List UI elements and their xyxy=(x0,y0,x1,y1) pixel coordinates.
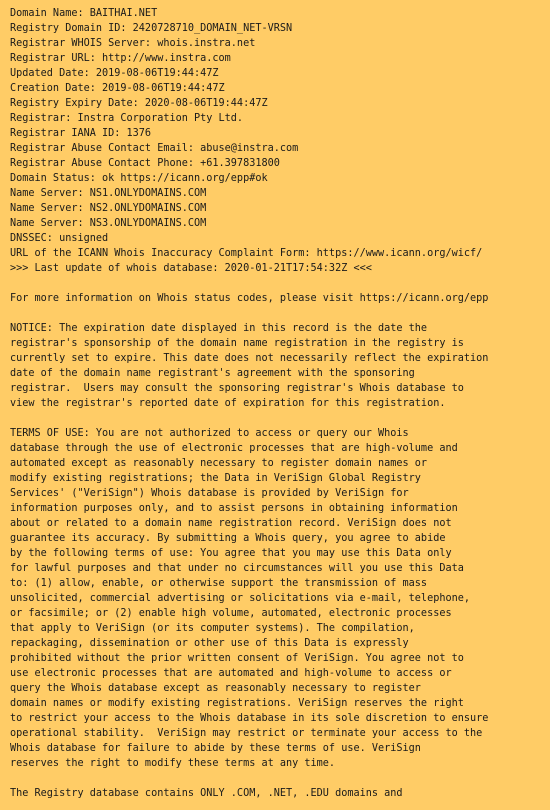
whois-line: currently set to expire. This date does not necessarily reflect the expiration xyxy=(10,353,489,364)
whois-line: Name Server: NS3.ONLYDOMAINS.COM xyxy=(10,218,207,229)
whois-line: prohibited without the prior written consent of VeriSign. You agree not to xyxy=(10,653,464,664)
whois-line: Creation Date: 2019-08-06T19:44:47Z xyxy=(10,83,225,94)
whois-line: Updated Date: 2019-08-06T19:44:47Z xyxy=(10,68,219,79)
whois-line xyxy=(10,306,488,321)
whois-line: Registrar: Instra Corporation Pty Ltd. xyxy=(10,113,244,124)
whois-line: Registrar Abuse Contact Phone: +61.397831800 xyxy=(10,158,280,169)
whois-line: Whois database for failure to abide by these terms of use. VeriSign xyxy=(10,743,421,754)
whois-line: use electronic processes that are automated and high-volume to access or xyxy=(10,668,452,679)
whois-line: repackaging, dissemination or other use of this Data is expressly xyxy=(10,638,409,649)
whois-line: modify existing registrations; the Data in VeriSign Global Registry xyxy=(10,473,421,484)
whois-line: registrar's sponsorship of the domain name registration in the registry is xyxy=(10,338,464,349)
whois-record-text xyxy=(10,6,488,801)
whois-line: domain names or modify existing registrations. VeriSign reserves the right xyxy=(10,698,464,709)
whois-line: TERMS OF USE: You are not authorized to access or query our Whois xyxy=(10,428,409,439)
whois-line: Registry Domain ID: 2420728710_DOMAIN_NET-VRSN xyxy=(10,23,293,34)
whois-line: database through the use of electronic processes that are high-volume and xyxy=(10,443,458,454)
whois-line: unsolicited, commercial advertising or solicitations via e-mail, telephone, xyxy=(10,593,471,604)
whois-line xyxy=(10,276,488,291)
whois-line: For more information on Whois status codes, please visit https://icann.org/epp xyxy=(10,293,489,304)
whois-line: view the registrar's reported date of expiration for this registration. xyxy=(10,398,446,409)
whois-line: by the following terms of use: You agree that you may use this Data only xyxy=(10,548,452,559)
whois-line: for lawful purposes and that under no circumstances will you use this Data xyxy=(10,563,464,574)
whois-line: URL of the ICANN Whois Inaccuracy Complaint Form: https://www.icann.org/wicf/ xyxy=(10,248,483,259)
whois-line: to: (1) allow, enable, or otherwise support the transmission of mass xyxy=(10,578,428,589)
whois-line: DNSSEC: unsigned xyxy=(10,233,109,244)
whois-line: Registrar Abuse Contact Email: abuse@instra.com xyxy=(10,143,299,154)
whois-line: date of the domain name registrant's agreement with the sponsoring xyxy=(10,368,415,379)
whois-line: reserves the right to modify these terms at any time. xyxy=(10,758,336,769)
whois-line: query the Whois database except as reasonably necessary to register xyxy=(10,683,421,694)
whois-line: Registrar WHOIS Server: whois.instra.net xyxy=(10,38,256,49)
whois-line: guarantee its accuracy. By submitting a Whois query, you agree to abide xyxy=(10,533,446,544)
whois-line: Services' ("VeriSign") Whois database is provided by VeriSign for xyxy=(10,488,409,499)
whois-line: about or related to a domain name registration record. VeriSign does not xyxy=(10,518,452,529)
whois-line: information purposes only, and to assist persons in obtaining information xyxy=(10,503,458,514)
whois-line: Name Server: NS2.ONLYDOMAINS.COM xyxy=(10,203,207,214)
whois-line: Registry Expiry Date: 2020-08-06T19:44:47Z xyxy=(10,98,268,109)
whois-line xyxy=(10,411,488,426)
whois-line: Registrar IANA ID: 1376 xyxy=(10,128,152,139)
whois-line: operational stability. VeriSign may restrict or terminate your access to the xyxy=(10,728,483,739)
whois-line: Domain Status: ok https://icann.org/epp#ok xyxy=(10,173,268,184)
whois-line: that apply to VeriSign (or its computer systems). The compilation, xyxy=(10,623,415,634)
whois-line: >>> Last update of whois database: 2020-01-21T17:54:32Z <<< xyxy=(10,263,372,274)
whois-line: Domain Name: BAITHAI.NET xyxy=(10,8,158,19)
whois-line: The Registry database contains ONLY .COM, .NET, .EDU domains and xyxy=(10,788,403,799)
whois-line: or facsimile; or (2) enable high volume, automated, electronic processes xyxy=(10,608,452,619)
whois-line: NOTICE: The expiration date displayed in this record is the date the xyxy=(10,323,428,334)
whois-line: Registrar URL: http://www.instra.com xyxy=(10,53,231,64)
whois-line: Name Server: NS1.ONLYDOMAINS.COM xyxy=(10,188,207,199)
whois-line xyxy=(10,771,488,786)
whois-line: to restrict your access to the Whois database in its sole discretion to ensure xyxy=(10,713,489,724)
whois-line: registrar. Users may consult the sponsoring registrar's Whois database to xyxy=(10,383,464,394)
whois-line: automated except as reasonably necessary to register domain names or xyxy=(10,458,428,469)
